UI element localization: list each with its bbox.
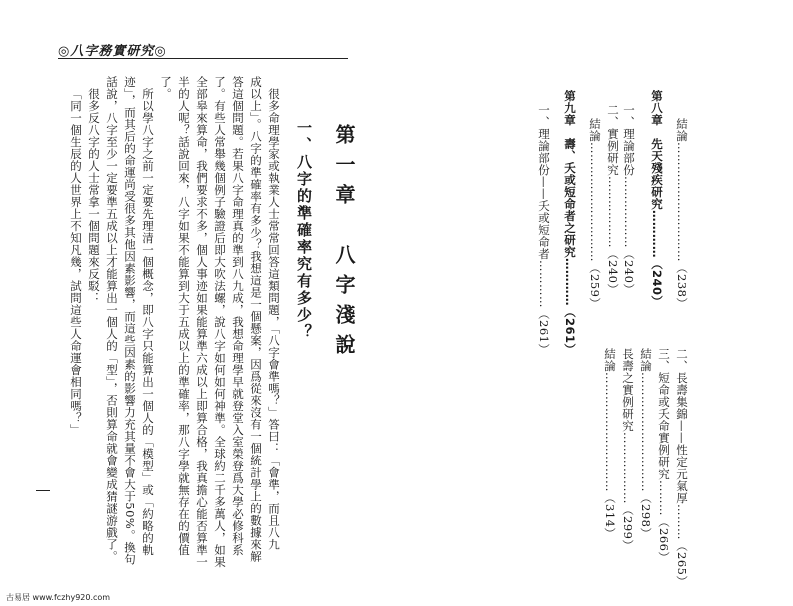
- running-header: ◎八字務實研究◎: [58, 44, 167, 59]
- toc-chapter-entry: 第八章 先天殘疾研究…………（240）: [650, 90, 664, 308]
- body-line: 成以上」。八字的準確率有多少？我想這是一個懸案，因爲從來沒有一個統計學上的數據來解: [249, 76, 263, 563]
- body-line: 全部皋來算命，我們要求不多，個人事迹如果能算準六成以上即算合格，我真擔心能否算準一: [195, 76, 209, 568]
- section-title: 一、八字的準確率究有多少？: [295, 120, 313, 341]
- toc-entry: 一、理論部份——夭或短命者…………（261）: [537, 104, 551, 356]
- toc-entry: 二、長壽集錦——性定元氣厚………（265）: [675, 348, 689, 588]
- toc-entry: 長壽之實例研究………………（299）: [621, 348, 635, 552]
- page-marker-dash: [36, 490, 50, 491]
- toc-chapter-entry: 第九章 壽、夭或短命者之研究…………（261）: [563, 90, 577, 356]
- chapter-title: 第一章 八字淺說: [332, 124, 356, 364]
- body-line: 很多命理學家或執業人士常常回答這類問題，「八字會準嗎？」答曰：「會準，而且八九: [267, 88, 281, 551]
- toc-entry: 結論…………………………（298）: [639, 348, 653, 540]
- body-line: 話說，八字至少一定要準五成以上才能算出一個人的「型」，否則算命就會變成猜謎游戲了。: [105, 76, 119, 563]
- body-line: 所以學八字之前一定要先理清一個概念，即八字只能算出一個人的「模型」或「約略的軌: [141, 88, 155, 556]
- body-line: 了。有些人常舉幾個例子驗證后即大吹法螺，說八字如何如何神準。全球約二千多萬人，如果: [213, 76, 227, 568]
- toc-entry: 結論…………………………（314）: [603, 348, 617, 540]
- body-line: 了。: [159, 76, 173, 100]
- body-line: 很多反八字的人士常拿一個問題來反駁：: [87, 88, 101, 304]
- toc-entry: 結論…………………………（259）: [588, 118, 602, 310]
- watermark-footer: 古易居 www.fczhy920.com: [6, 593, 111, 602]
- body-line: 半的人呢？話說回來，八字如果不能算到大于五成以上的準確率，那八字學就無存在的價值: [177, 76, 191, 556]
- toc-entry: 一、理論部份………………（240）: [622, 104, 636, 296]
- toc-entry: 三、短命或夭命實例研究………（266）: [657, 348, 671, 564]
- body-line: 迹」，而其后的命運尚受很多其他因素影響，而這些因素的影響力充其量不會大于50%。換句: [123, 76, 137, 566]
- body-line: 答這個問題。若果八字命理真的準到八九成，我想命理學早就登堂入室榮登爲大學必修科系: [231, 76, 245, 556]
- toc-entry: 結論…………………………（238）: [675, 118, 689, 310]
- toc-entry: 二、實例研究………………（240）: [606, 104, 620, 296]
- header-rule: [58, 58, 348, 59]
- body-line: 「同一個生辰的人世界上不知凡幾，試問這些人命運會相同嗎？」: [69, 88, 83, 436]
